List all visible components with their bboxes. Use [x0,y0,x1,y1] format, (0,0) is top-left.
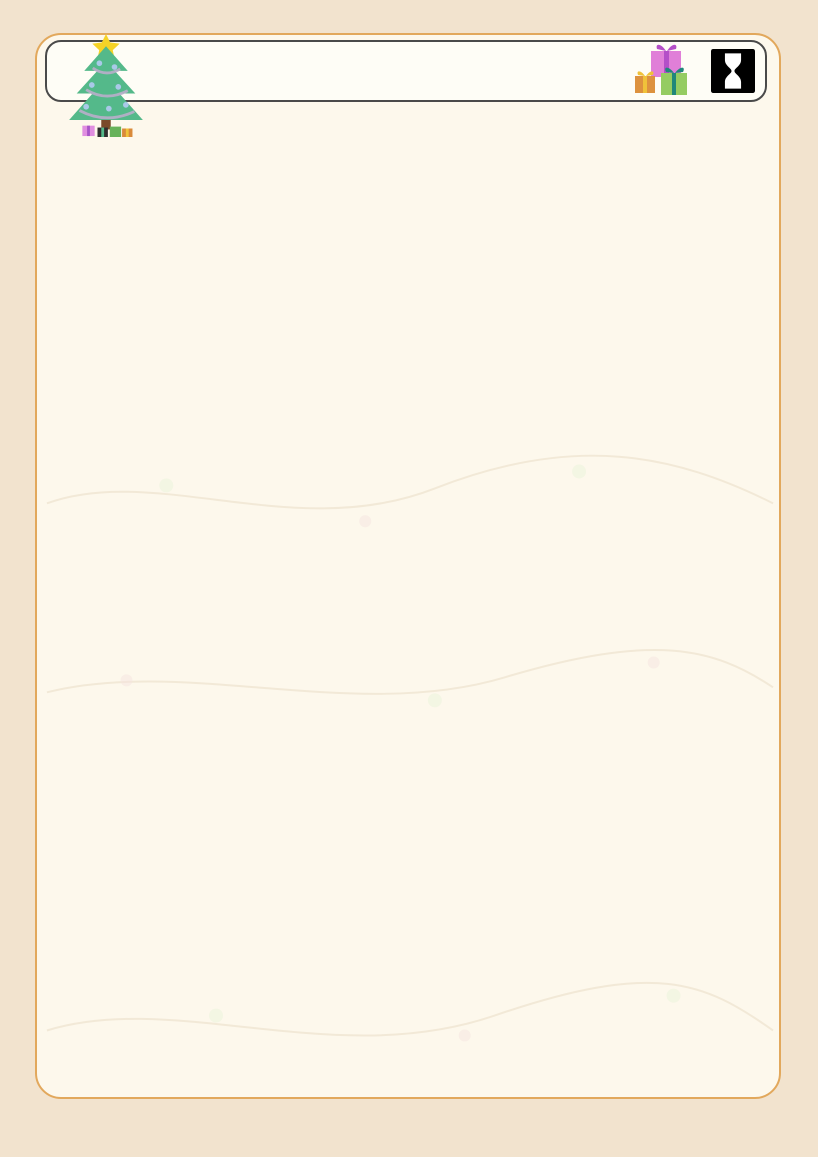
worksheet-sheet [35,33,781,1099]
cazoom-hourglass-icon [711,49,755,93]
header-box [45,40,767,102]
top-border-pattern [0,0,818,36]
gifts-icon [633,43,695,99]
cazoom-logo [711,49,755,94]
bottom-border-pattern [0,1100,818,1157]
christmas-tree-icon [63,33,149,137]
header-right-group [633,43,755,99]
background-decoration [37,35,779,1097]
right-border-pattern [783,36,818,1098]
left-border-pattern [0,36,35,1098]
